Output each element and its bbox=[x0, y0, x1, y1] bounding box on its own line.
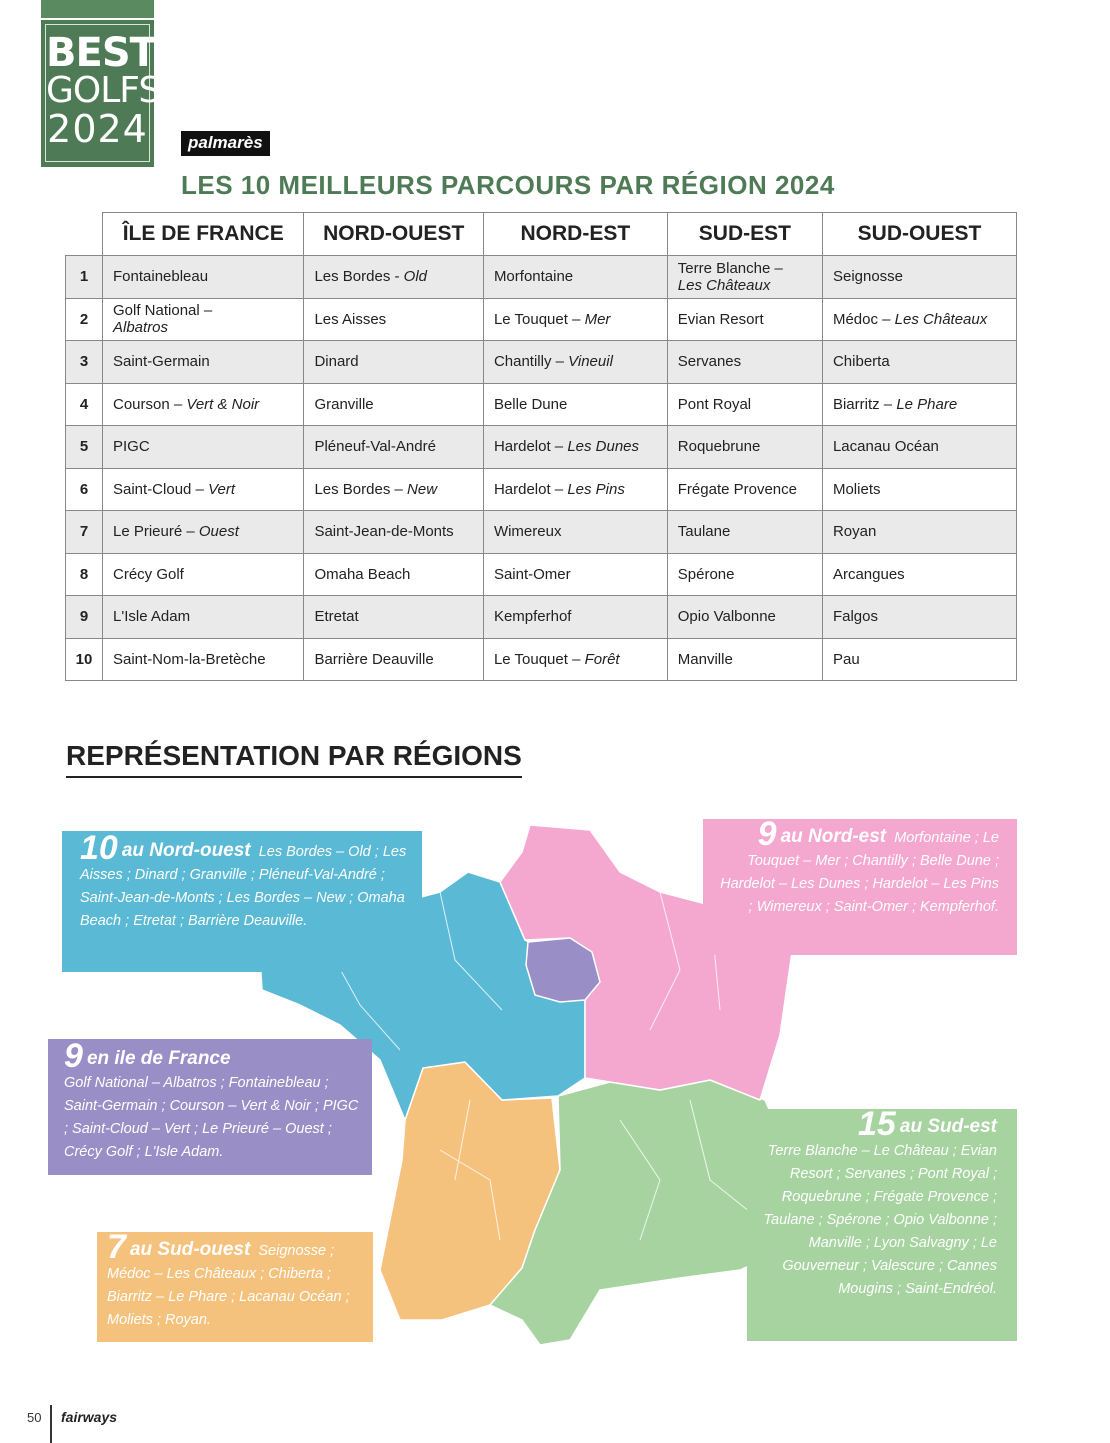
rank-number: 2 bbox=[66, 298, 103, 341]
course-name: Wimereux bbox=[493, 523, 562, 541]
logo-top-bar bbox=[41, 0, 154, 20]
course-variant: Vineuil bbox=[568, 353, 613, 371]
course-name: Fontainebleau bbox=[113, 268, 209, 286]
course-cell bbox=[667, 553, 822, 596]
course-cell bbox=[103, 383, 304, 426]
logo-line-year: 2024 bbox=[47, 107, 148, 151]
logo-line-best: BEST bbox=[46, 30, 156, 76]
course-name: Hardelot – bbox=[493, 438, 568, 456]
course-cell bbox=[822, 383, 1016, 426]
header-ile-de-france: ÎLE DE FRANCE bbox=[103, 213, 304, 256]
nord-ouest-list: Les Bordes – Old ; Les Aisses ; Dinard ; Granville ; Pléneuf-Val-André ; Saint-Jean-de-Monts ; Les Bordes – New ; Omaha Beach ; Etretat ; Barrière Deauville. bbox=[80, 844, 407, 929]
header-corner bbox=[66, 213, 103, 256]
course-cell bbox=[304, 426, 483, 469]
sud-ouest-label: au Sud-ouest bbox=[129, 1239, 251, 1260]
course-name: L'Isle Adam bbox=[113, 608, 191, 626]
course-cell bbox=[667, 596, 822, 639]
course-name: Granville bbox=[314, 395, 374, 413]
course-cell bbox=[304, 256, 483, 299]
course-name: Le Prieuré – bbox=[113, 523, 199, 541]
course-cell bbox=[822, 511, 1016, 554]
sud-est-label: au Sud-est bbox=[899, 1116, 997, 1137]
region-card-sud-ouest bbox=[97, 1228, 373, 1342]
course-cell bbox=[483, 596, 667, 639]
ranking-table bbox=[65, 212, 1017, 681]
course-cell bbox=[667, 468, 822, 511]
course-name: Chantilly – bbox=[493, 353, 569, 371]
course-cell bbox=[822, 426, 1016, 469]
course-name: Les Bordes - bbox=[314, 268, 404, 286]
section-subtitle: REPRÉSENTATION PAR RÉGIONS bbox=[66, 740, 522, 778]
course-cell bbox=[103, 638, 304, 681]
course-name: Barrière Deauville bbox=[314, 650, 434, 668]
course-cell bbox=[103, 298, 304, 341]
course-variant: Vert bbox=[208, 480, 236, 498]
course-name: Terre Blanche – bbox=[677, 259, 783, 277]
course-cell bbox=[822, 468, 1016, 511]
course-cell bbox=[304, 341, 483, 384]
course-cell bbox=[304, 298, 483, 341]
course-name: Morfontaine bbox=[493, 268, 574, 286]
course-cell bbox=[103, 341, 304, 384]
course-cell bbox=[667, 638, 822, 681]
course-cell bbox=[667, 298, 822, 341]
table-row bbox=[66, 426, 1017, 469]
table-row bbox=[66, 638, 1017, 681]
course-cell bbox=[667, 426, 822, 469]
course-cell bbox=[483, 426, 667, 469]
course-name: Frégate Provence bbox=[677, 480, 797, 498]
course-variant: Vert & Noir bbox=[186, 395, 260, 413]
region-card-sud-est bbox=[747, 1105, 1017, 1341]
course-cell bbox=[483, 383, 667, 426]
course-name: Hardelot – bbox=[493, 480, 568, 498]
table-row bbox=[66, 596, 1017, 639]
course-name: Médoc – bbox=[832, 310, 895, 328]
course-cell bbox=[103, 511, 304, 554]
course-name: Saint-Omer bbox=[493, 565, 571, 583]
course-name: Taulane bbox=[677, 523, 731, 541]
rank-number: 6 bbox=[66, 468, 103, 511]
table-header-row bbox=[66, 213, 1017, 256]
table-row bbox=[66, 511, 1017, 554]
course-cell bbox=[103, 426, 304, 469]
section-tag: palmarès bbox=[181, 131, 270, 156]
course-cell bbox=[304, 553, 483, 596]
nord-ouest-label: au Nord-ouest bbox=[121, 840, 251, 861]
table-row bbox=[66, 468, 1017, 511]
footer-divider bbox=[50, 1405, 52, 1443]
course-name: PIGC bbox=[113, 438, 150, 456]
course-name: Kempferhof bbox=[493, 608, 572, 626]
course-cell bbox=[667, 256, 822, 299]
table-body bbox=[66, 256, 1017, 681]
ile-de-france-count: 9 bbox=[64, 1037, 83, 1075]
course-name: Seignosse bbox=[832, 268, 904, 286]
nord-est-list: Morfontaine ; Le Touquet – Mer ; Chantilly ; Belle Dune ; Hardelot – Les Dunes ; Hardelot – Les Pins ; Wimereux ; Saint-Omer ; Kempferhof. bbox=[720, 830, 999, 915]
course-name: Roquebrune bbox=[677, 438, 761, 456]
course-cell bbox=[822, 341, 1016, 384]
region-card-nord-est bbox=[703, 815, 1017, 955]
course-cell bbox=[103, 553, 304, 596]
best-golfs-logo bbox=[41, 0, 161, 167]
rank-number: 1 bbox=[66, 256, 103, 299]
course-variant: Albatros bbox=[113, 319, 169, 337]
course-cell bbox=[304, 511, 483, 554]
course-name: Golf National – bbox=[113, 302, 213, 320]
course-cell bbox=[103, 256, 304, 299]
course-name: Pléneuf-Val-André bbox=[314, 438, 436, 456]
ile-de-france-label: en ile de France bbox=[86, 1048, 231, 1069]
rank-number: 5 bbox=[66, 426, 103, 469]
course-name: Saint-Jean-de-Monts bbox=[314, 523, 454, 541]
course-variant: Le Phare bbox=[896, 395, 958, 413]
course-cell bbox=[304, 383, 483, 426]
sud-est-list: Terre Blanche – Le Château ; Evian Resort ; Servanes ; Pont Royal ; Roquebrune ; Frégate Provence ; Taulane ; Spérone ; Opio Valbonne ; Manville ; Lyon Salvagny ; Le Gouverneur ; Valescure ; Cannes Mougins ; Saint-Endréol. bbox=[763, 1143, 997, 1297]
course-name: Biarritz – bbox=[832, 395, 897, 413]
course-cell bbox=[822, 638, 1016, 681]
course-cell bbox=[483, 553, 667, 596]
table-row bbox=[66, 383, 1017, 426]
course-cell bbox=[822, 596, 1016, 639]
course-cell bbox=[667, 383, 822, 426]
course-name: Arcangues bbox=[832, 565, 905, 583]
table-row bbox=[66, 298, 1017, 341]
region-card-nord-ouest bbox=[62, 831, 422, 972]
course-name: Falgos bbox=[832, 608, 878, 626]
course-name: Dinard bbox=[314, 353, 359, 371]
course-name: Crécy Golf bbox=[113, 565, 184, 583]
sud-ouest-list: Seignosse ; Médoc – Les Châteaux ; Chiberta ; Biarritz – Le Phare ; Lacanau Océan ; Moliets ; Royan. bbox=[107, 1243, 350, 1328]
course-name: Evian Resort bbox=[677, 310, 764, 328]
course-name: Opio Valbonne bbox=[677, 608, 776, 626]
course-name: Les Bordes – bbox=[314, 480, 408, 498]
course-cell bbox=[304, 596, 483, 639]
course-cell bbox=[103, 468, 304, 511]
course-cell bbox=[483, 511, 667, 554]
nord-est-count: 9 bbox=[757, 815, 777, 853]
course-name: Le Touquet – bbox=[493, 310, 585, 328]
course-variant: Old bbox=[403, 268, 428, 286]
course-name: Moliets bbox=[832, 480, 881, 498]
course-cell bbox=[483, 341, 667, 384]
course-cell bbox=[483, 638, 667, 681]
course-cell bbox=[822, 298, 1016, 341]
course-name: Etretat bbox=[314, 608, 359, 626]
rank-number: 4 bbox=[66, 383, 103, 426]
course-name: Belle Dune bbox=[493, 395, 568, 413]
sud-est-count: 15 bbox=[858, 1105, 896, 1143]
header-nord-ouest: NORD-OUEST bbox=[304, 213, 483, 256]
course-variant: Les Pins bbox=[567, 480, 625, 498]
course-cell bbox=[667, 511, 822, 554]
course-name: Courson – bbox=[113, 395, 187, 413]
course-cell bbox=[667, 341, 822, 384]
course-variant: New bbox=[407, 480, 438, 498]
course-name: Spérone bbox=[677, 565, 735, 583]
logo-line-golfs: GOLFS bbox=[46, 70, 161, 111]
page-title: LES 10 MEILLEURS PARCOURS PAR RÉGION 2024 bbox=[181, 170, 835, 200]
course-name: Pont Royal bbox=[677, 395, 752, 413]
course-name: Chiberta bbox=[832, 353, 890, 371]
header-nord-est: NORD-EST bbox=[483, 213, 667, 256]
table-row bbox=[66, 553, 1017, 596]
nord-ouest-count: 10 bbox=[80, 829, 118, 867]
course-cell bbox=[483, 256, 667, 299]
course-cell bbox=[103, 596, 304, 639]
course-name: Les Aisses bbox=[314, 310, 387, 328]
course-name: Manville bbox=[677, 650, 733, 668]
course-name: Omaha Beach bbox=[314, 565, 411, 583]
sud-ouest-count: 7 bbox=[107, 1228, 126, 1266]
course-name: Le Touquet – bbox=[493, 650, 585, 668]
region-card-ile-de-france bbox=[48, 1039, 372, 1175]
logo-box bbox=[45, 24, 161, 162]
rank-number: 10 bbox=[66, 638, 103, 681]
course-name: Pau bbox=[832, 650, 860, 668]
course-cell bbox=[822, 553, 1016, 596]
course-variant: Les Dunes bbox=[567, 438, 640, 456]
page-number: 50 bbox=[27, 1410, 42, 1425]
course-name: Saint-Cloud – bbox=[113, 480, 209, 498]
rank-number: 7 bbox=[66, 511, 103, 554]
course-name: Lacanau Océan bbox=[832, 438, 939, 456]
nord-est-label: au Nord-est bbox=[780, 826, 887, 847]
header-sud-ouest: SUD-OUEST bbox=[822, 213, 1016, 256]
course-variant: Les Châteaux bbox=[894, 310, 988, 328]
course-variant: Forêt bbox=[584, 650, 620, 668]
rank-number: 3 bbox=[66, 341, 103, 384]
course-name: Saint-Nom-la-Bretèche bbox=[113, 650, 266, 668]
table-row bbox=[66, 256, 1017, 299]
course-variant: Les Châteaux bbox=[677, 276, 771, 294]
rank-number: 8 bbox=[66, 553, 103, 596]
ile-de-france-list: Golf National – Albatros ; Fontainebleau ; Saint-Germain ; Courson – Vert & Noir ; PIGC ; Saint-Cloud – Vert ; Le Prieuré – Ouest ; Crécy Golf ; L'Isle Adam. bbox=[64, 1075, 359, 1160]
table-row bbox=[66, 341, 1017, 384]
course-cell bbox=[822, 256, 1016, 299]
course-name: Royan bbox=[832, 523, 877, 541]
course-cell bbox=[483, 468, 667, 511]
course-cell bbox=[483, 298, 667, 341]
course-name: Servanes bbox=[677, 353, 742, 371]
rank-number: 9 bbox=[66, 596, 103, 639]
course-cell bbox=[304, 638, 483, 681]
course-variant: Mer bbox=[584, 310, 611, 328]
magazine-brand: fairways bbox=[61, 1409, 118, 1425]
course-variant: Ouest bbox=[198, 523, 239, 541]
course-name: Saint-Germain bbox=[113, 353, 210, 371]
header-sud-est: SUD-EST bbox=[667, 213, 822, 256]
course-cell bbox=[304, 468, 483, 511]
